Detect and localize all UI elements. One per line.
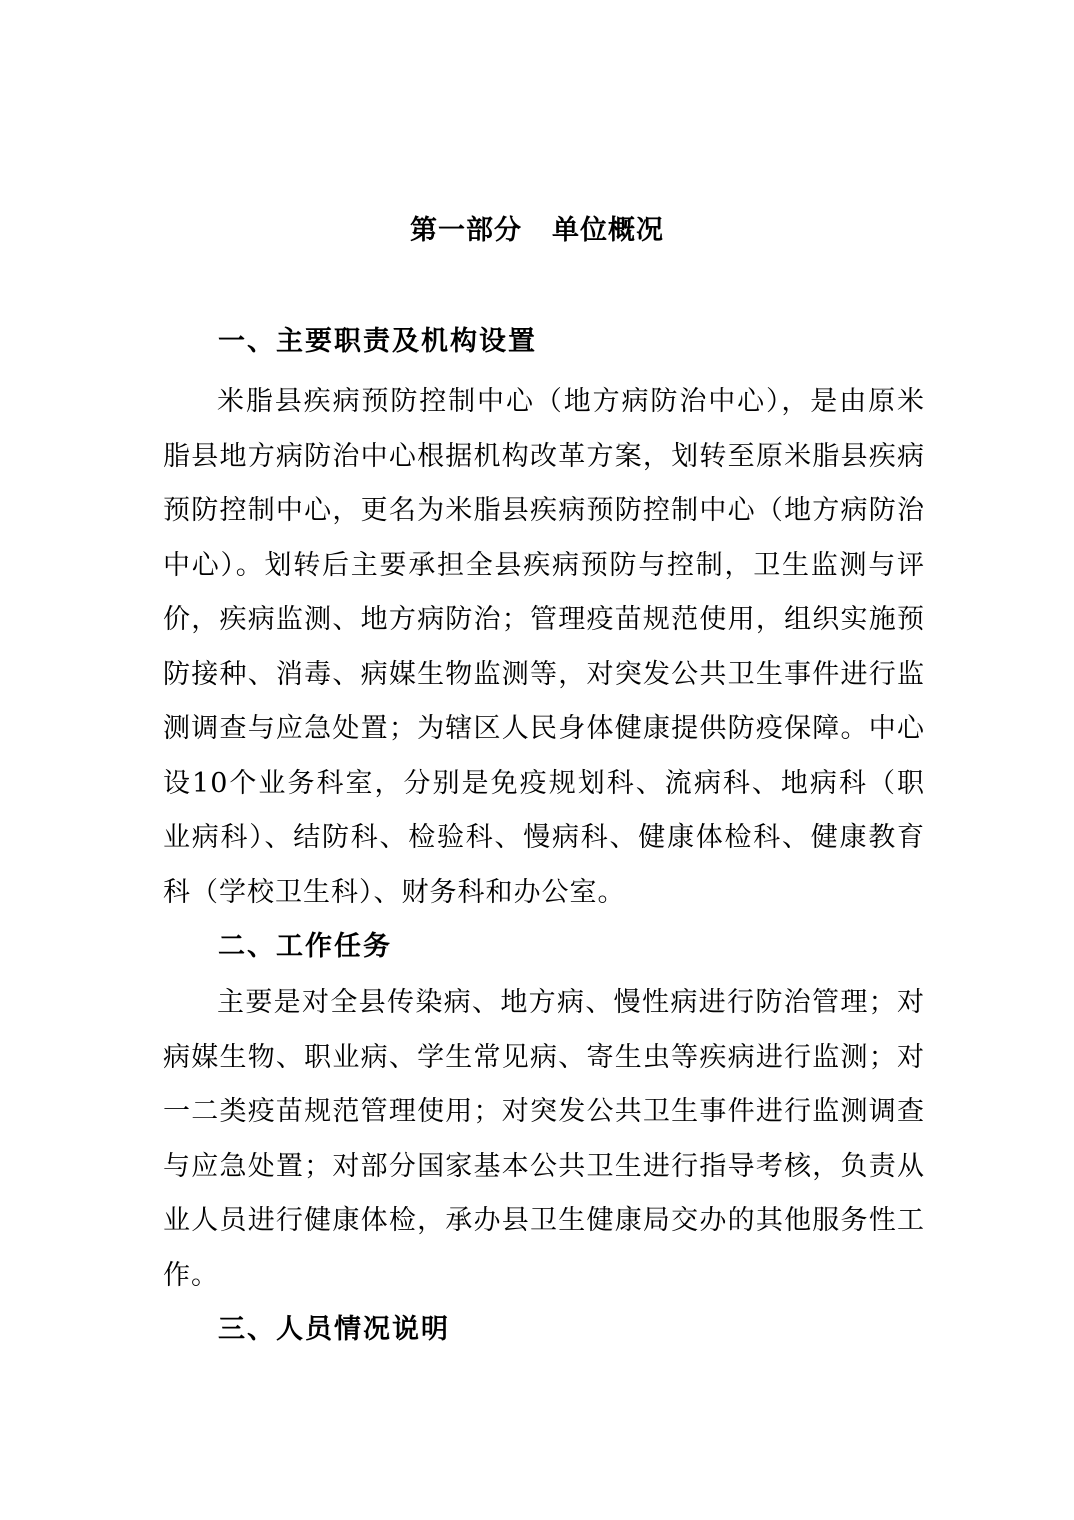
section-2-body-block (163, 976, 925, 1303)
section-heading: 二、工作任务 (218, 931, 392, 962)
section-paragraph: 主要是对全县传染病、地方病、慢性病进行防治管理；对病媒生物、职业病、学生常见病、寄生虫等疾病进行监测；对一二类疫苗规范管理使用；对突发公共卫生事件进行监测调查与应急处置；对部分国家基本公共卫生进行指导考核，负责从业人员进行健康体检，承办县卫生健康局交办的其他服务性工作。 (163, 987, 925, 1291)
part-title (0, 208, 1074, 247)
section-2-heading-block (163, 927, 925, 967)
section-1-body-block (163, 375, 925, 920)
section-paragraph: 米脂县疾病预防控制中心（地方病防治中心），是由原米脂县地方病防治中心根据机构改革方案，划转至原米脂县疾病预防控制中心，更名为米脂县疾病预防控制中心（地方病防治中心）。划转后主要承担全县疾病预防与控制，卫生监测与评价，疾病监测、地方病防治；管理疫苗规范使用，组织实施预防接种、消毒、病媒生物监测等，对突发公共卫生事件进行监测调查与应急处置；为辖区人民身体健康提供防疫保障。中心设10个业务科室，分别是免疫规划科、流病科、地病科（职业病科）、结防科、检验科、慢病科、健康体检科、健康教育科（学校卫生科）、财务科和办公室。 (163, 386, 925, 908)
section-3-heading-block (163, 1310, 925, 1350)
part-title-number: 第一部分 (410, 215, 522, 246)
section-1-heading-block (163, 322, 925, 362)
section-heading: 一、主要职责及机构设置 (218, 326, 537, 357)
section-heading: 三、人员情况说明 (218, 1314, 450, 1345)
part-title-name: 单位概况 (552, 215, 664, 246)
